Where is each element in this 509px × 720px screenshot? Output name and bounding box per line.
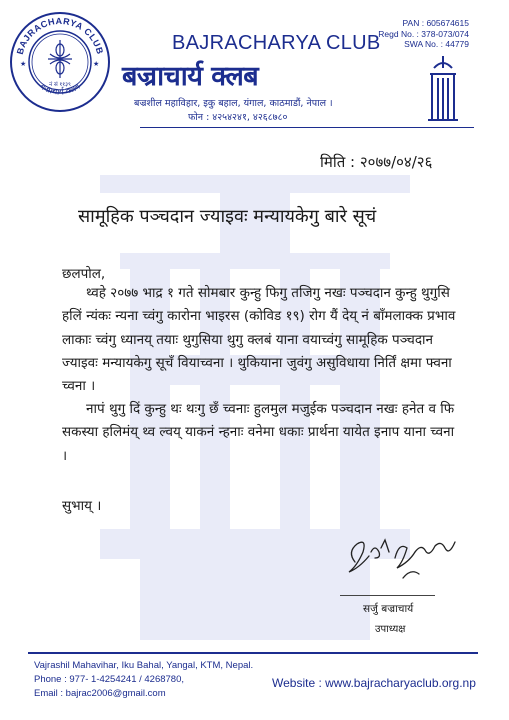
logo-center-text: नं सं ११३९ [49, 82, 71, 88]
letter-paragraph-1: थ्वहे २०७७ भाद्र १ गते सोमबार कुन्हु फिगु तजिगु नखः पञ्चदान कुन्हु थुगुसि हलिं न्यंकः न्यना च्वंगु कारोना भाइरस (कोविड १९) रोग यैं देय् नं बाँमलाक्क प्रभाव लाकाः च्वंगु ध्यानय् तयाः थुगुसिया थुगु क्लबं याना वयाच्वंगु सामूहिक पञ्चदान ज्याइवः मन्यायकेगु सूचँ वियाच्वना । थुकियाना जुवंगु असुविधाया निर्तिं क्षमा फ्वना च्वना । [62, 285, 456, 395]
vajra-ornament-icon [426, 54, 460, 124]
footer-website-link[interactable]: Website : www.bajracharyaclub.org.np [272, 676, 476, 690]
regd-number: Regd No. : 378-073/074 [378, 28, 469, 39]
signatory-title: उपाध्यक्ष [375, 624, 406, 635]
registration-block [378, 18, 469, 50]
club-logo-seal [8, 10, 112, 114]
letter-title: सामूहिक पञ्चदान ज्याइवः मन्यायकेगु बारे सूचं [78, 206, 377, 227]
header-phone: फोन : ४२५४२४१, ४२६८७८० [188, 112, 288, 123]
letter-closing: सुभाय् । [62, 498, 102, 514]
letter-date: मिति : २०७७/०४/२६ [320, 153, 433, 171]
footer-email: Email : bajrac2006@gmail.com [34, 688, 166, 699]
pan-number: PAN : 605674615 [402, 18, 469, 28]
header-divider [140, 127, 474, 128]
svg-text:★: ★ [93, 60, 100, 68]
org-name-english: BAJRACHARYA CLUB [172, 32, 381, 54]
signature-line [340, 595, 435, 596]
footer-phone: Phone : 977- 1-4254241 / 4268780, [34, 674, 185, 685]
logo-text-bottom: बज्राचार्य क्लब [37, 81, 83, 98]
footer-divider [28, 652, 478, 654]
footer-address: Vajrashil Mahavihar, Iku Bahal, Yangal, KTM, Nepal. [34, 660, 254, 671]
logo-text-top: BAJRACHARYA CLUB [14, 15, 106, 56]
letter-greeting: छलपोल, [62, 266, 106, 282]
swa-number: SWA No. : 44779 [404, 39, 469, 49]
org-name-nepali: बज्राचार्य क्लब [122, 61, 259, 92]
svg-text:★: ★ [20, 60, 27, 68]
header-address: बज्रशील महाविहार, इकु बहाल, यंगाल, काठमाडौं, नेपाल । [134, 98, 333, 109]
letter-paragraph-2: नापं थुगु दिं कुन्हु थः थःगु छँ च्वनाः हुलमुल मजुईक पञ्चदान नखः हनेत व फि सकस्या हलिमंय् थ्व ल्वय् याकनं न्हनाः वनेमा धकाः प्रार्थना यायेत इनाप याना च्वना । [62, 401, 455, 464]
handwritten-signature [345, 522, 460, 597]
signatory-name: सर्जु बज्राचार्य [363, 603, 414, 615]
